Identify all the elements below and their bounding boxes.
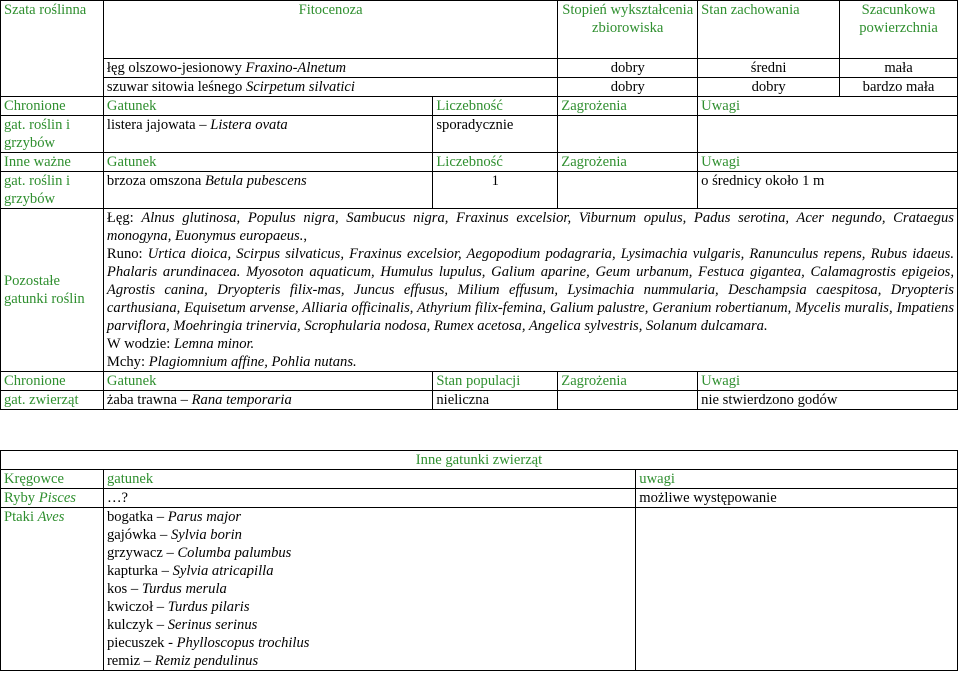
fito-row xyxy=(1,78,958,97)
animals-title-row xyxy=(1,451,958,470)
fito-name: łęg olszowo-jesionowy Fraxino-Alnetum xyxy=(103,59,557,78)
pozostale-label: Pozostałe gatunki roślin xyxy=(1,209,104,372)
chron-zw-label: Chronione xyxy=(1,372,104,391)
header-kregowce: Kręgowce xyxy=(1,470,104,489)
bird-item: kapturka – Sylvia atricapilla xyxy=(106,563,274,579)
runo-line: Runo: Urtica dioica, Scirpus silvaticus, Fraxinus excelsior, Aegopodium podagraria, Lysimachia vulgaris, Ranunculus repens, Rubus idaeus. Phalaris arundinacea. Myosoton aquaticum, Humulus lupulus, Galium aparine, Geum urbanum, Festuca gigantea, Calamagrostis epigeios, Agrostis canina, Dryopteris filix-mas, Juncus effusus, Milium effusum, Lysimachia nummularia, Deschampsia caespitosa, Dryopteris carthusiana, Equisetum arvense, Alliaria officinalis, Athyrium filix-femina, Galium palustre, Geranium robertianum, Mycelis muralis, Impatiens parviflora, Moehringia trinervia, Scrophularia nodosa, Rumex acetosa, Angelica sylvestris, Solanum dulcamara. xyxy=(106,246,954,334)
ptaki-label: Ptaki Aves xyxy=(1,508,104,671)
bird-item: kwiczoł – Turdus pilaris xyxy=(106,599,250,615)
fito-name: szuwar sitowia leśnego Scirpetum silvatici xyxy=(103,78,557,97)
species-name: żaba trawna – Rana temporaria xyxy=(103,391,432,410)
ryby-label: Ryby Pisces xyxy=(1,489,104,508)
ryby-uwagi: możliwe występowanie xyxy=(636,489,958,508)
animals-table xyxy=(0,450,958,671)
chron-rosl-header xyxy=(1,97,958,116)
chron-zw-row xyxy=(1,391,958,410)
col-gatunek: Gatunek xyxy=(103,153,432,172)
species-threat xyxy=(558,391,698,410)
header-stan: Stan zachowania xyxy=(698,1,840,59)
ryby-row xyxy=(1,489,958,508)
col-zagrozenia: Zagrożenia xyxy=(558,97,698,116)
fito-stan: średni xyxy=(698,59,840,78)
chron-rosl-label2: gat. roślin i grzybów xyxy=(1,116,104,153)
fito-pow: bardzo mała xyxy=(840,78,958,97)
fito-pow: mała xyxy=(840,59,958,78)
col-uwagi: Uwagi xyxy=(698,372,958,391)
inne-header xyxy=(1,153,958,172)
chron-zw-label2: gat. zwierząt xyxy=(1,391,104,410)
fito-stopien: dobry xyxy=(558,59,698,78)
fito-stan: dobry xyxy=(698,78,840,97)
col-liczebnosc: Liczebność xyxy=(433,97,558,116)
bird-item: grzywacz – Columba palumbus xyxy=(106,545,292,561)
bird-item: kos – Turdus merula xyxy=(106,581,227,597)
inne-label2: gat. roślin i grzybów xyxy=(1,172,104,209)
header-powierzchnia: Szacunkowa powierzchnia xyxy=(840,1,958,59)
fito-row xyxy=(1,59,958,78)
animals-title: Inne gatunki zwierząt xyxy=(1,451,958,470)
species-name: listera jajowata – Listera ovata xyxy=(103,116,432,153)
bird-item: kulczyk – Serinus serinus xyxy=(106,617,258,633)
woda-line: W wodzie: Lemna minor. xyxy=(106,336,255,352)
species-notes xyxy=(698,116,958,153)
chron-zw-header xyxy=(1,372,958,391)
inne-row xyxy=(1,172,958,209)
col-zagrozenia: Zagrożenia xyxy=(558,372,698,391)
species-notes: o średnicy około 1 m xyxy=(698,172,958,209)
pozostale-row xyxy=(1,209,958,372)
species-name: brzoza omszona Betula pubescens xyxy=(103,172,432,209)
col-gatunek: Gatunek xyxy=(103,97,432,116)
bird-item: piecuszek - Phylloscopus trochilus xyxy=(106,635,310,651)
bird-item: bogatka – Parus major xyxy=(106,509,242,525)
ptaki-list xyxy=(103,508,635,671)
ryby-gatunek: …? xyxy=(103,489,635,508)
col-zagrozenia: Zagrożenia xyxy=(558,153,698,172)
ptaki-uwagi xyxy=(636,508,958,671)
header-stopien: Stopień wykształcenia zbiorowiska xyxy=(558,1,698,59)
species-count: 1 xyxy=(433,172,558,209)
species-count: sporadycznie xyxy=(433,116,558,153)
chron-rosl-row xyxy=(1,116,958,153)
animals-header-row xyxy=(1,470,958,489)
bird-item: gajówka – Sylvia borin xyxy=(106,527,242,543)
header-fitocenoza: Fitocenoza xyxy=(103,1,557,59)
species-threat xyxy=(558,116,698,153)
col-stan-populacji: Stan populacji xyxy=(433,372,558,391)
col-liczebnosc: Liczebność xyxy=(433,153,558,172)
fito-stopien: dobry xyxy=(558,78,698,97)
inne-label: Inne ważne xyxy=(1,153,104,172)
species-threat xyxy=(558,172,698,209)
col-uwagi: Uwagi xyxy=(698,153,958,172)
ptaki-row xyxy=(1,508,958,671)
header-gatunek: gatunek xyxy=(103,470,635,489)
header-szata: Szata roślinna xyxy=(1,1,104,97)
header-uwagi: uwagi xyxy=(636,470,958,489)
header-row xyxy=(1,1,958,59)
mchy-line: Mchy: Plagiomnium affine, Pohlia nutans. xyxy=(106,354,357,370)
bird-item: remiz – Remiz pendulinus xyxy=(106,653,259,669)
col-gatunek: Gatunek xyxy=(103,372,432,391)
leg-line: Łęg: Alnus glutinosa, Populus nigra, Sambucus nigra, Fraxinus excelsior, Viburnum opulus, Padus serotina, Acer negundo, Crataegus monogyna, Euonymus europaeus., xyxy=(106,210,954,244)
chron-rosl-label: Chronione xyxy=(1,97,104,116)
species-notes: nie stwierdzono godów xyxy=(698,391,958,410)
species-population: nieliczna xyxy=(433,391,558,410)
col-uwagi: Uwagi xyxy=(698,97,958,116)
pozostale-content xyxy=(103,209,957,372)
